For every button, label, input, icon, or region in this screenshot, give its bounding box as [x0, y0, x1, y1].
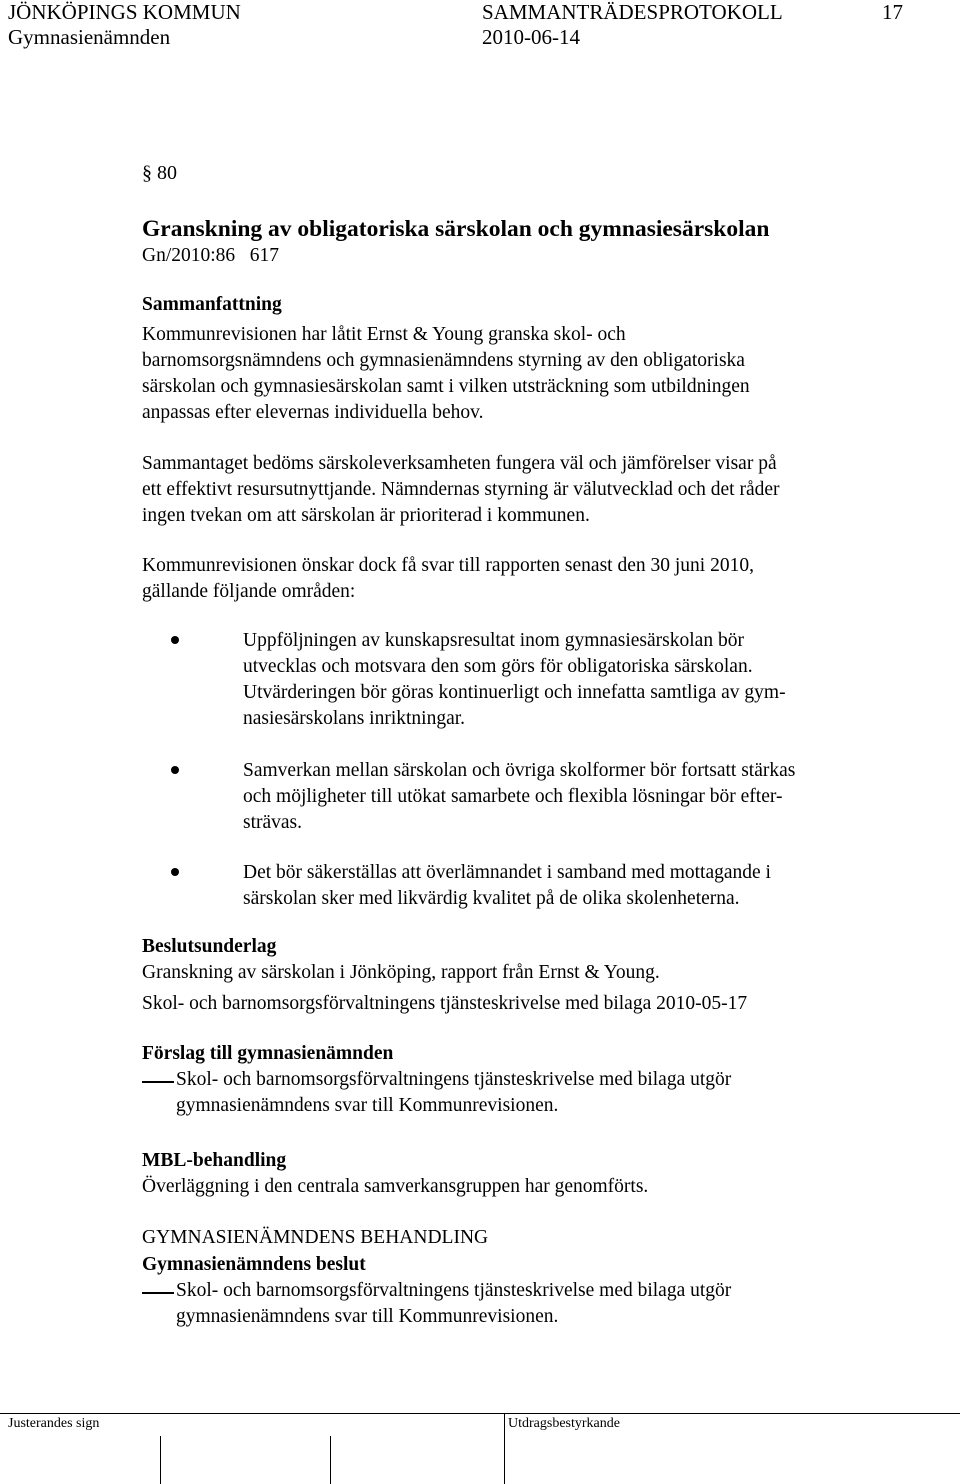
- signature-box-divider: [160, 1436, 161, 1484]
- decision-heading: Gymnasienämndens beslut: [142, 1254, 366, 1275]
- section-number: 80: [157, 162, 177, 184]
- decision-line: gymnasienämndens svar till Kommunrevisionen.: [176, 1306, 559, 1327]
- summary-line: anpassas efter elevernas individuella behov.: [142, 402, 484, 423]
- document-type: SAMMANTRÄDESPROTOKOLL: [482, 0, 783, 24]
- mbl-text: Överläggning i den centrala samverkansgruppen har genomförts.: [142, 1176, 649, 1197]
- treatment-heading: GYMNASIENÄMNDENS BEHANDLING: [142, 1227, 489, 1248]
- section-paragraph: [142, 162, 177, 185]
- bullet-icon: [171, 868, 179, 876]
- decision-basis-line: Granskning av särskolan i Jönköping, rapport från Ernst & Young.: [142, 962, 660, 983]
- summary-line: Kommunrevisionen har låtit Ernst & Young granska skol- och: [142, 324, 626, 345]
- bullet-icon: [171, 766, 179, 774]
- section-title: Granskning av obligatoriska särskolan och gymnasiesärskolan: [142, 216, 770, 242]
- proposal-heading: Förslag till gymnasienämnden: [142, 1043, 394, 1064]
- bullet-icon: [171, 636, 179, 644]
- org-name: JÖNKÖPINGS KOMMUN: [8, 0, 241, 24]
- bullet-line: särskolan sker med likvärdig kvalitet på de olika skolenheterna.: [243, 888, 740, 909]
- footer-divider: [0, 1413, 960, 1414]
- dash-icon: [142, 1081, 174, 1083]
- proposal-line: gymnasienämndens svar till Kommunrevisionen.: [176, 1095, 559, 1116]
- bullet-line: strävas.: [243, 812, 303, 833]
- summary-line: ett effektivt resursutnyttjande. Nämndernas styrning är välutvecklad och det råder: [142, 479, 780, 500]
- section-symbol: §: [142, 162, 157, 184]
- signature-box-divider: [330, 1436, 331, 1484]
- footer-left-label: Justerandes sign: [8, 1416, 100, 1431]
- summary-line: Kommunrevisionen önskar dock få svar till rapporten senast den 30 juni 2010,: [142, 555, 754, 576]
- dash-icon: [142, 1292, 174, 1294]
- decision-basis-heading: Beslutsunderlag: [142, 936, 277, 957]
- bullet-line: Uppföljningen av kunskapsresultat inom gymnasiesärskolan bör: [243, 630, 744, 651]
- summary-line: särskolan och gymnasiesärskolan samt i vilken utsträckning som utbildningen: [142, 376, 750, 397]
- reference-number: Gn/2010:86 617: [142, 245, 280, 266]
- mbl-heading: MBL-behandling: [142, 1150, 287, 1171]
- bullet-line: och möjligheter till utökat samarbete och flexibla lösningar bör efter-: [243, 786, 783, 807]
- decision-line: Skol- och barnomsorgsförvaltningens tjänsteskrivelse med bilaga utgör: [176, 1280, 732, 1301]
- summary-line: ingen tvekan om att särskolan är prioriterad i kommunen.: [142, 505, 590, 526]
- proposal-line: Skol- och barnomsorgsförvaltningens tjänsteskrivelse med bilaga utgör: [176, 1069, 732, 1090]
- page-number: 17: [882, 0, 903, 24]
- summary-line: barnomsorgsnämndens och gymnasienämndens styrning av den obligatoriska: [142, 350, 745, 371]
- bullet-line: Det bör säkerställas att överlämnandet i samband med mottagande i: [243, 862, 771, 883]
- decision-basis-line: Skol- och barnomsorgsförvaltningens tjänsteskrivelse med bilaga 2010-05-17: [142, 993, 748, 1014]
- meeting-date: 2010-06-14: [482, 25, 580, 49]
- bullet-line: nasiesärskolans inriktningar.: [243, 708, 466, 729]
- bullet-line: utvecklas och motsvara den som görs för obligatoriska särskolan.: [243, 656, 753, 677]
- bullet-line: Utvärderingen bör göras kontinuerligt och innefatta samtliga av gym-: [243, 682, 786, 703]
- bullet-line: Samverkan mellan särskolan och övriga skolformer bör fortsatt stärkas: [243, 760, 796, 781]
- footer-center-divider: [504, 1413, 505, 1484]
- summary-line: gällande följande områden:: [142, 581, 356, 602]
- committee-name: Gymnasienämnden: [8, 25, 171, 49]
- footer-right-label: Utdragsbestyrkande: [508, 1416, 620, 1431]
- summary-heading: Sammanfattning: [142, 294, 282, 315]
- summary-line: Sammantaget bedöms särskoleverksamheten fungera väl och jämförelser visar på: [142, 453, 777, 474]
